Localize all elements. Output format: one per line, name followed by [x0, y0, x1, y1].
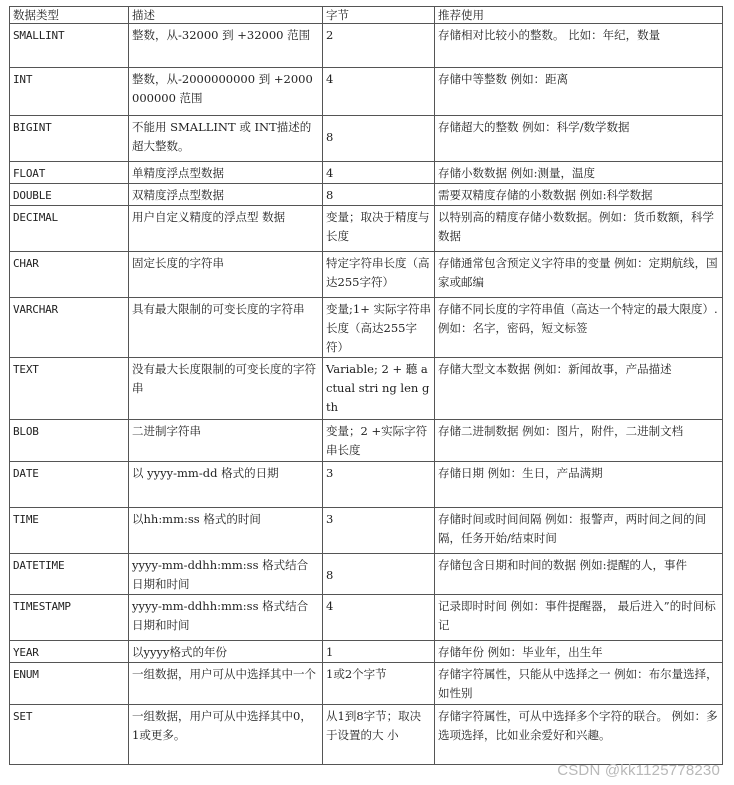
cell-bytes-text: 变量；2 +实际字符串长度 — [326, 424, 428, 457]
cell-bytes — [323, 462, 435, 508]
cell-type — [10, 298, 129, 358]
cell-description — [129, 298, 323, 358]
cell-usage-text: 以特别高的精度存储小数数据。例如：货币数额，科学数据 — [438, 210, 714, 243]
cell-type — [10, 252, 129, 298]
cell-bytes-text: 4 — [326, 72, 334, 86]
table-row — [10, 554, 723, 595]
cell-bytes-text: 2 — [326, 28, 334, 42]
cell-bytes — [323, 705, 435, 765]
cell-type-text: CHAR — [13, 257, 39, 270]
cell-bytes — [323, 252, 435, 298]
cell-type-text: DATETIME — [13, 559, 65, 572]
cell-type — [10, 663, 129, 705]
cell-bytes — [323, 554, 435, 595]
cell-description-text: 一组数据，用户可从中选择其中0，1或更多。 — [132, 709, 312, 742]
cell-description-text: 单精度浮点型数据 — [132, 166, 224, 180]
cell-bytes-text: 4 — [326, 166, 334, 180]
cell-bytes — [323, 184, 435, 206]
cell-bytes-text: 3 — [326, 466, 334, 480]
cell-type — [10, 184, 129, 206]
cell-type-text: VARCHAR — [13, 303, 58, 316]
cell-description-text: 不能用 SMALLINT 或 INT描述的超大整数。 — [132, 120, 312, 153]
cell-type-text: BIGINT — [13, 121, 52, 134]
cell-description — [129, 206, 323, 252]
cell-type — [10, 420, 129, 462]
cell-bytes — [323, 162, 435, 184]
cell-type — [10, 595, 129, 641]
cell-bytes-text: 1 — [326, 645, 334, 659]
cell-type-text: DOUBLE — [13, 189, 52, 202]
cell-usage — [435, 641, 723, 663]
cell-usage-text: 存储超大的整数 例如：科学/数学数据 — [438, 120, 630, 134]
cell-description-text: yyyy-mm-ddhh:mm:ss 格式结合日期和时间 — [132, 599, 309, 632]
cell-description-text: 固定长度的字符串 — [132, 256, 224, 270]
cell-description — [129, 252, 323, 298]
cell-bytes — [323, 298, 435, 358]
cell-description — [129, 554, 323, 595]
cell-description — [129, 462, 323, 508]
cell-description-text: 具有最大限制的可变长度的字符串 — [132, 302, 305, 316]
cell-usage — [435, 116, 723, 162]
table-row — [10, 252, 723, 298]
cell-description — [129, 641, 323, 663]
cell-description — [129, 116, 323, 162]
cell-bytes-text: 1或2个字节 — [326, 667, 387, 681]
cell-type-text: SMALLINT — [13, 29, 65, 42]
cell-usage — [435, 663, 723, 705]
cell-usage-text: 存储字符属性，可从中选择多个字符的联合。 例如：多选项选择，比如业余爱好和兴趣。 — [438, 709, 718, 742]
cell-type-text: TIME — [13, 513, 39, 526]
cell-type — [10, 554, 129, 595]
cell-usage — [435, 420, 723, 462]
cell-bytes — [323, 358, 435, 420]
cell-type-text: BLOB — [13, 425, 39, 438]
table-row — [10, 358, 723, 420]
cell-usage-text: 存储包含日期和时间的数据 例如:提醒的人，事件 — [438, 558, 688, 572]
cell-bytes-text: Variable; 2 + 聽 actual stri ng len gth — [326, 362, 430, 414]
cell-type — [10, 24, 129, 68]
cell-usage-text: 存储二进制数据 例如：图片，附件，二进制文档 — [438, 424, 684, 438]
cell-description — [129, 508, 323, 554]
cell-description — [129, 595, 323, 641]
cell-bytes-text: 8 — [326, 568, 334, 582]
cell-bytes-text: 3 — [326, 512, 334, 526]
cell-type — [10, 68, 129, 116]
cell-usage — [435, 508, 723, 554]
cell-bytes — [323, 595, 435, 641]
table-row — [10, 420, 723, 462]
header-type: 数据类型 — [10, 7, 129, 24]
cell-type — [10, 206, 129, 252]
cell-usage-text: 存储年份 例如：毕业年，出生年 — [438, 645, 603, 659]
table-row — [10, 641, 723, 663]
cell-description — [129, 358, 323, 420]
cell-usage-text: 记录即时时间 例如：事件提醒器， 最后进入”的时间标记 — [438, 599, 716, 632]
cell-description-text: 二进制字符串 — [132, 424, 201, 438]
cell-type-text: ENUM — [13, 668, 39, 681]
table-row — [10, 184, 723, 206]
cell-type — [10, 116, 129, 162]
cell-usage-text: 存储大型文本数据 例如：新闻故事，产品描述 — [438, 362, 672, 376]
header-bytes: 字节 — [323, 7, 435, 24]
cell-description — [129, 24, 323, 68]
cell-bytes-text: 从1到8字节；取决于设置的大 小 — [326, 709, 422, 742]
cell-bytes-text: 变量；取决于精度与长度 — [326, 210, 430, 243]
cell-bytes — [323, 663, 435, 705]
cell-type-text: TIMESTAMP — [13, 600, 71, 613]
cell-description-text: 以 yyyy-mm-dd 格式的日期 — [132, 466, 279, 480]
cell-usage-text: 存储字符属性，只能从中选择之一 例如：布尔量选择，如性别 — [438, 667, 718, 700]
cell-type-text: DATE — [13, 467, 39, 480]
table-row — [10, 298, 723, 358]
cell-usage-text: 存储日期 例如：生日，产品满期 — [438, 466, 603, 480]
header-usage: 推荐使用 — [435, 7, 723, 24]
cell-type-text: SET — [13, 710, 33, 723]
table-row — [10, 68, 723, 116]
cell-description-text: 以yyyy格式的年份 — [132, 645, 227, 659]
cell-usage — [435, 554, 723, 595]
cell-usage — [435, 298, 723, 358]
cell-description — [129, 663, 323, 705]
cell-usage — [435, 24, 723, 68]
cell-bytes — [323, 24, 435, 68]
cell-type — [10, 462, 129, 508]
cell-usage-text: 需要双精度存储的小数数据 例如:科学数据 — [438, 188, 653, 202]
cell-usage — [435, 358, 723, 420]
cell-description-text: 用户自定义精度的浮点型 数据 — [132, 210, 286, 224]
cell-description — [129, 184, 323, 206]
data-types-table — [9, 6, 723, 765]
table-row — [10, 508, 723, 554]
cell-usage-text: 存储时间或时间间隔 例如：报警声，两时间之间的间隔，任务开始/结束时间 — [438, 512, 707, 545]
cell-usage — [435, 462, 723, 508]
cell-description-text: 整数，从-2000000000 到 +2000000000 范围 — [132, 72, 313, 105]
table-row — [10, 116, 723, 162]
cell-type — [10, 358, 129, 420]
cell-type-text: YEAR — [13, 646, 39, 659]
cell-usage-text: 存储小数数据 例如:测量，温度 — [438, 166, 596, 180]
cell-bytes — [323, 68, 435, 116]
header-description: 描述 — [129, 7, 323, 24]
cell-description — [129, 162, 323, 184]
table-row — [10, 595, 723, 641]
cell-usage — [435, 162, 723, 184]
cell-usage-text: 存储相对比较小的整数。 比如：年纪，数量 — [438, 28, 661, 42]
cell-description — [129, 68, 323, 116]
cell-bytes — [323, 508, 435, 554]
watermark: CSDN @kk1125778230 — [557, 762, 720, 779]
table-row — [10, 663, 723, 705]
cell-type-text: FLOAT — [13, 167, 46, 180]
cell-bytes — [323, 116, 435, 162]
cell-usage-text: 存储通常包含预定义字符串的变量 例如：定期航线，国家或邮编 — [438, 256, 718, 289]
cell-bytes-text: 变量;1+ 实际字符串长度（高达255字符） — [326, 302, 431, 354]
cell-usage — [435, 252, 723, 298]
cell-type — [10, 162, 129, 184]
cell-usage — [435, 68, 723, 116]
cell-description-text: 一组数据，用户可从中选择其中一个 — [132, 667, 316, 681]
cell-type-text: TEXT — [13, 363, 39, 376]
cell-description-text: 没有最大长度限制的可变长度的字符串 — [132, 362, 316, 395]
cell-description-text: 以hh:mm:ss 格式的时间 — [132, 512, 261, 526]
cell-description — [129, 420, 323, 462]
table-row — [10, 462, 723, 508]
cell-bytes-text: 8 — [326, 130, 334, 144]
cell-type-text: INT — [13, 73, 33, 86]
cell-type — [10, 705, 129, 765]
table-row — [10, 24, 723, 68]
cell-bytes-text: 4 — [326, 599, 334, 613]
cell-type-text: DECIMAL — [13, 211, 58, 224]
header-row — [10, 7, 723, 24]
cell-usage — [435, 184, 723, 206]
cell-description-text: yyyy-mm-ddhh:mm:ss 格式结合日期和时间 — [132, 558, 309, 591]
cell-description-text: 双精度浮点型数据 — [132, 188, 224, 202]
table-row — [10, 705, 723, 765]
cell-type — [10, 641, 129, 663]
cell-description — [129, 705, 323, 765]
table-row — [10, 162, 723, 184]
cell-bytes-text: 特定字符串长度（高达255字符） — [326, 256, 430, 289]
table-row — [10, 206, 723, 252]
cell-usage — [435, 206, 723, 252]
cell-bytes — [323, 420, 435, 462]
cell-usage-text: 存储不同长度的字符串值（高达一个特定的最大限度）.例如：名字，密码，短文标签 — [438, 302, 718, 335]
table-body — [10, 7, 723, 765]
cell-bytes — [323, 206, 435, 252]
cell-bytes-text: 8 — [326, 188, 334, 202]
cell-usage-text: 存储中等整数 例如：距离 — [438, 72, 569, 86]
cell-bytes — [323, 641, 435, 663]
cell-usage — [435, 595, 723, 641]
cell-description-text: 整数，从-32000 到 +32000 范围 — [132, 28, 311, 42]
cell-type — [10, 508, 129, 554]
cell-usage — [435, 705, 723, 765]
